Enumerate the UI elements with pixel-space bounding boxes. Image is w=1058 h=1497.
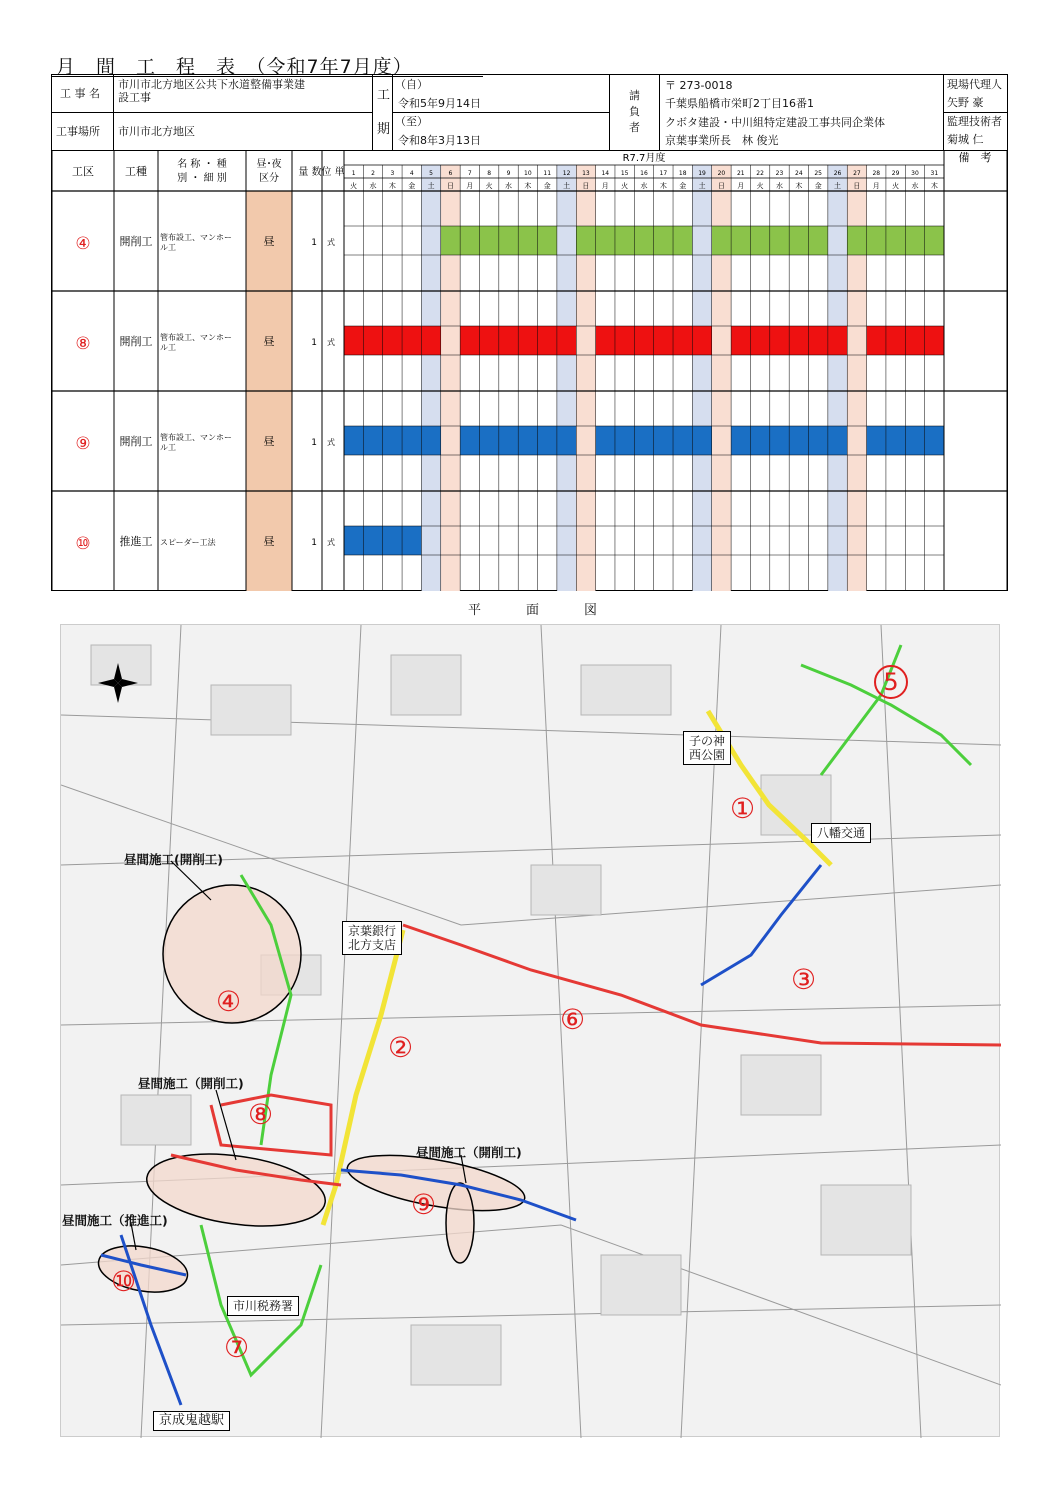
- schedule-bar: [654, 426, 673, 455]
- schedule-bar: [634, 426, 653, 455]
- weekday-label: 土: [427, 182, 435, 190]
- schedule-bar: [750, 426, 769, 455]
- weekend-shade: [692, 165, 711, 591]
- weekday-label: 金: [408, 182, 416, 190]
- schedule-bar: [673, 326, 692, 355]
- schedule-bar: [402, 326, 421, 355]
- engineer-label: 監理技術者: [947, 115, 1002, 128]
- zone-9b-area: [446, 1183, 474, 1263]
- weekday-label: 火: [621, 182, 629, 190]
- zone-1-marker: ①: [730, 792, 756, 825]
- weekday-label: 火: [892, 182, 900, 190]
- weekday-label: 日: [853, 182, 861, 190]
- day-number: 26: [833, 170, 842, 177]
- schedule-bar: [479, 226, 498, 255]
- schedule-bar: [809, 326, 828, 355]
- weekday-label: 火: [350, 182, 358, 190]
- schedule-bar: [809, 226, 828, 255]
- schedule-bar: [886, 226, 905, 255]
- unit-value: 式: [327, 438, 335, 447]
- weekday-label: 木: [659, 182, 667, 190]
- schedule-bar: [828, 326, 847, 355]
- zone-4-marker: ④: [216, 985, 242, 1018]
- schedule-bar: [460, 426, 479, 455]
- schedule-bar: [867, 226, 886, 255]
- schedule-bar: [383, 426, 402, 455]
- schedule-bar: [499, 426, 518, 455]
- zone-8-marker: ⑧: [248, 1098, 274, 1131]
- qty-value: 1: [311, 438, 317, 448]
- schedule-bar: [460, 226, 479, 255]
- note-zone-9: 昼間施工（開削工): [416, 1145, 522, 1160]
- weekday-label: 土: [698, 182, 706, 190]
- engineer: 菊城 仁: [947, 133, 984, 146]
- zone-number: ④: [75, 234, 91, 254]
- daynight-value: 昼: [263, 435, 275, 448]
- schedule-bar: [750, 226, 769, 255]
- day-number: 13: [582, 170, 590, 177]
- schedule-bar: [557, 426, 576, 455]
- schedule-bar: [867, 326, 886, 355]
- unit-value: 式: [327, 538, 335, 547]
- site: 市川市北方地区: [118, 125, 195, 138]
- weekday-label: 木: [524, 182, 532, 190]
- weekend-shade: [828, 165, 847, 591]
- qty-value: 1: [311, 338, 317, 348]
- schedule-bar: [809, 426, 828, 455]
- schedule-bar: [363, 426, 382, 455]
- weekday-label: 月: [601, 182, 609, 190]
- work-name-cont: ル工: [160, 243, 176, 252]
- weekend-shade: [557, 165, 576, 591]
- schedule-bar: [402, 526, 421, 555]
- weekday-label: 水: [640, 182, 648, 190]
- schedule-bar: [925, 426, 944, 455]
- period-label-2: 期: [377, 122, 391, 137]
- schedule-bar: [905, 426, 924, 455]
- weekday-label: 火: [485, 182, 493, 190]
- weekday-label: 土: [834, 182, 842, 190]
- weekday-label: 木: [388, 182, 396, 190]
- day-number: 15: [620, 170, 629, 177]
- zone-number: ⑩: [75, 534, 91, 554]
- day-number: 20: [717, 170, 726, 177]
- note-zone-4: 昼間施工(開削工): [124, 852, 223, 867]
- schedule-bar: [615, 226, 634, 255]
- weekday-label: 月: [466, 182, 474, 190]
- day-number: 9: [506, 170, 511, 177]
- day-number: 23: [775, 170, 784, 177]
- schedule-bar: [363, 526, 382, 555]
- schedule-bar: [596, 226, 615, 255]
- day-number: 11: [543, 170, 552, 177]
- day-number: 8: [487, 170, 492, 177]
- to-date: 令和8年3月13日: [398, 134, 481, 147]
- zone-10-marker: ⑩: [111, 1265, 137, 1298]
- from-date: 令和5年9月14日: [398, 97, 481, 110]
- weekday-label: 水: [505, 182, 513, 190]
- note-zone-8: 昼間施工（開削工): [138, 1076, 244, 1091]
- day-number: 25: [814, 170, 823, 177]
- map-background-streets: [61, 625, 1001, 1438]
- schedule-bar: [479, 426, 498, 455]
- schedule-bar: [383, 326, 402, 355]
- schedule-bar: [925, 226, 944, 255]
- schedule-bar: [596, 426, 615, 455]
- schedule-bar: [673, 226, 692, 255]
- day-number: 27: [853, 170, 861, 177]
- work-type: 開削工: [119, 235, 153, 248]
- schedule-bar: [344, 526, 363, 555]
- day-number: 14: [601, 170, 610, 177]
- page-title: 月 間 工 程 表 （令和7年7月度）: [56, 52, 413, 79]
- schedule-bar: [499, 226, 518, 255]
- zone-5-marker: 5: [874, 665, 908, 699]
- day-number: 29: [891, 170, 900, 177]
- contractor-label-2: 負: [629, 105, 640, 118]
- daynight-value: 昼: [263, 235, 275, 248]
- schedule-bar: [654, 226, 673, 255]
- col-daynight-header-2: 区分: [259, 173, 279, 184]
- schedule-bar: [654, 326, 673, 355]
- work-name: 管布設工、マンホー: [160, 333, 232, 342]
- work-name: 管布設工、マンホー: [160, 433, 232, 442]
- day-number: 18: [678, 170, 687, 177]
- agent-label: 現場代理人: [947, 78, 1002, 91]
- col-unit-header: 位 単: [321, 167, 345, 178]
- weekday-label: 水: [911, 182, 919, 190]
- day-number: 31: [930, 170, 939, 177]
- schedule-bar: [499, 326, 518, 355]
- schedule-bar: [421, 426, 440, 455]
- label-park: 子の神 西公園: [683, 731, 731, 765]
- weekday-label: 木: [795, 182, 803, 190]
- work-name: 管布設工、マンホー: [160, 233, 232, 242]
- schedule-bar: [538, 326, 557, 355]
- agent: 矢野 豪: [947, 96, 984, 109]
- schedule-bar: [925, 326, 944, 355]
- schedule-bar: [867, 426, 886, 455]
- work-name-cont: ル工: [160, 343, 176, 352]
- zone-7-marker: ⑦: [224, 1331, 250, 1364]
- office-manager: 京葉事業所長 林 俊光: [665, 134, 779, 147]
- pipe-routes: [101, 645, 1001, 1405]
- company: クボタ建設・中川組特定建設工事共同企業体: [665, 116, 885, 129]
- schedule-bar: [770, 426, 789, 455]
- day-number: 12: [562, 170, 571, 177]
- unit-value: 式: [327, 338, 335, 347]
- address: 千葉県船橋市栄町2丁目16番1: [665, 97, 814, 110]
- project-header: [51, 74, 1008, 151]
- weekday-label: 日: [717, 182, 725, 190]
- schedule-bar: [538, 426, 557, 455]
- daynight-value: 昼: [263, 335, 275, 348]
- from-label: （自）: [395, 78, 428, 91]
- schedule-bar: [557, 326, 576, 355]
- zone-number: ⑧: [75, 334, 91, 354]
- weekday-label: 土: [563, 182, 571, 190]
- col-zone-header: 工区: [72, 165, 94, 178]
- label-tax-office: 市川税務署: [227, 1296, 299, 1316]
- schedule-bar: [615, 426, 634, 455]
- label-yahata: 八幡交通: [811, 823, 871, 843]
- schedule-bar: [692, 426, 711, 455]
- schedule-bar: [692, 326, 711, 355]
- col-name-header-2: 別 ・ 細 別: [177, 173, 227, 184]
- schedule-bar: [576, 226, 595, 255]
- day-number: 22: [756, 170, 764, 177]
- schedule-bar: [905, 326, 924, 355]
- col-qty-header: 量 数: [298, 167, 322, 178]
- weekday-label: 月: [737, 182, 745, 190]
- schedule-bar: [789, 426, 808, 455]
- schedule-bar: [538, 226, 557, 255]
- day-number: 3: [390, 170, 395, 177]
- label-bank: 京葉銀行 北方支店: [342, 921, 402, 955]
- day-number: 4: [409, 170, 414, 177]
- day-number: 2: [371, 170, 375, 177]
- to-label: （至）: [395, 115, 428, 128]
- weekday-label: 水: [775, 182, 783, 190]
- col-type-header: 工種: [125, 165, 147, 178]
- daynight-value: 昼: [263, 535, 275, 548]
- day-number: 19: [698, 170, 706, 177]
- day-number: 21: [736, 170, 745, 177]
- schedule-bar: [673, 426, 692, 455]
- schedule-bar: [712, 226, 731, 255]
- schedule-bar: [789, 326, 808, 355]
- day-number: 28: [872, 170, 881, 177]
- work-name: スピーダー工法: [160, 538, 216, 547]
- schedule-bar: [383, 526, 402, 555]
- schedule-bar: [441, 226, 460, 255]
- schedule-bar: [847, 226, 866, 255]
- schedule-bar: [460, 326, 479, 355]
- label-station: 京成鬼越駅: [153, 1411, 230, 1431]
- weekend-shade: [421, 165, 440, 591]
- schedule-bar: [770, 326, 789, 355]
- qty-value: 1: [311, 238, 317, 248]
- col-remarks-header: 備 考: [958, 151, 992, 164]
- schedule-bar: [886, 326, 905, 355]
- schedule-bar: [634, 226, 653, 255]
- weekday-label: 日: [582, 182, 590, 190]
- weekday-label: 月: [872, 182, 880, 190]
- zone-2-marker: ②: [388, 1031, 414, 1064]
- zone-number: ⑨: [75, 434, 91, 454]
- schedule-grid: [52, 151, 1007, 591]
- contractor-label-3: 者: [629, 121, 640, 134]
- schedule-bar: [886, 426, 905, 455]
- weekday-label: 日: [446, 182, 454, 190]
- note-zone-10: 昼間施工（推進工): [62, 1213, 168, 1228]
- schedule-bar: [731, 426, 750, 455]
- weekday-label: 木: [930, 182, 938, 190]
- schedule-bar: [828, 426, 847, 455]
- unit-value: 式: [327, 238, 335, 247]
- postal-code: 〒 273-0018: [665, 79, 733, 92]
- zone-10-area: [95, 1240, 191, 1299]
- site-label: 工事場所: [56, 125, 100, 138]
- schedule-bar: [905, 226, 924, 255]
- schedule-bar: [518, 426, 537, 455]
- col-name-header-1: 名 称 ・ 種: [177, 159, 227, 170]
- work-name-cont: ル工: [160, 443, 176, 452]
- weekday-label: 金: [814, 182, 822, 190]
- schedule-bar: [750, 326, 769, 355]
- weekday-label: 金: [679, 182, 687, 190]
- day-number: 17: [659, 170, 668, 177]
- month-header: R7.7月度: [622, 153, 666, 164]
- schedule-table: [51, 151, 1008, 591]
- contractor-label-1: 請: [629, 89, 640, 102]
- qty-value: 1: [311, 538, 317, 548]
- zone-9-marker: ⑨: [411, 1188, 437, 1221]
- work-type: 開削工: [119, 435, 153, 448]
- schedule-bar: [402, 426, 421, 455]
- schedule-bar: [518, 326, 537, 355]
- weekday-label: 火: [756, 182, 764, 190]
- schedule-bar: [363, 326, 382, 355]
- day-number: 5: [429, 170, 434, 177]
- zone-6-marker: ⑥: [560, 1003, 586, 1036]
- day-number: 24: [795, 170, 803, 177]
- schedule-bar: [596, 326, 615, 355]
- weekday-label: 金: [543, 182, 551, 190]
- work-type: 推進工: [119, 535, 153, 548]
- col-daynight-header-1: 昼･夜: [256, 159, 282, 170]
- plan-label: 平 面 図: [468, 603, 614, 618]
- schedule-bar: [518, 226, 537, 255]
- zone-3-marker: ③: [791, 963, 817, 996]
- weekday-label: 水: [369, 182, 377, 190]
- schedule-bar: [731, 326, 750, 355]
- day-number: 7: [467, 170, 472, 177]
- zone-8-area: [142, 1144, 330, 1236]
- schedule-bar: [789, 226, 808, 255]
- day-number: 10: [524, 170, 532, 177]
- schedule-bar: [344, 326, 363, 355]
- map-drawing: [61, 625, 1001, 1438]
- day-number: 6: [448, 170, 453, 177]
- schedule-bar: [634, 326, 653, 355]
- day-number: 30: [911, 170, 919, 177]
- schedule-bar: [615, 326, 634, 355]
- project-name-label: 工 事 名: [60, 87, 100, 100]
- schedule-bar: [421, 326, 440, 355]
- work-type: 開削工: [119, 335, 153, 348]
- schedule-bar: [344, 426, 363, 455]
- schedule-bar: [479, 326, 498, 355]
- day-number: 1: [351, 170, 356, 177]
- period-label-1: 工: [377, 88, 391, 103]
- schedule-bar: [770, 226, 789, 255]
- project-name: 市川市北方地区公共下水道整備事業建設工事: [118, 78, 305, 104]
- day-number: 16: [640, 170, 648, 177]
- plan-map: [60, 624, 1000, 1437]
- schedule-bar: [731, 226, 750, 255]
